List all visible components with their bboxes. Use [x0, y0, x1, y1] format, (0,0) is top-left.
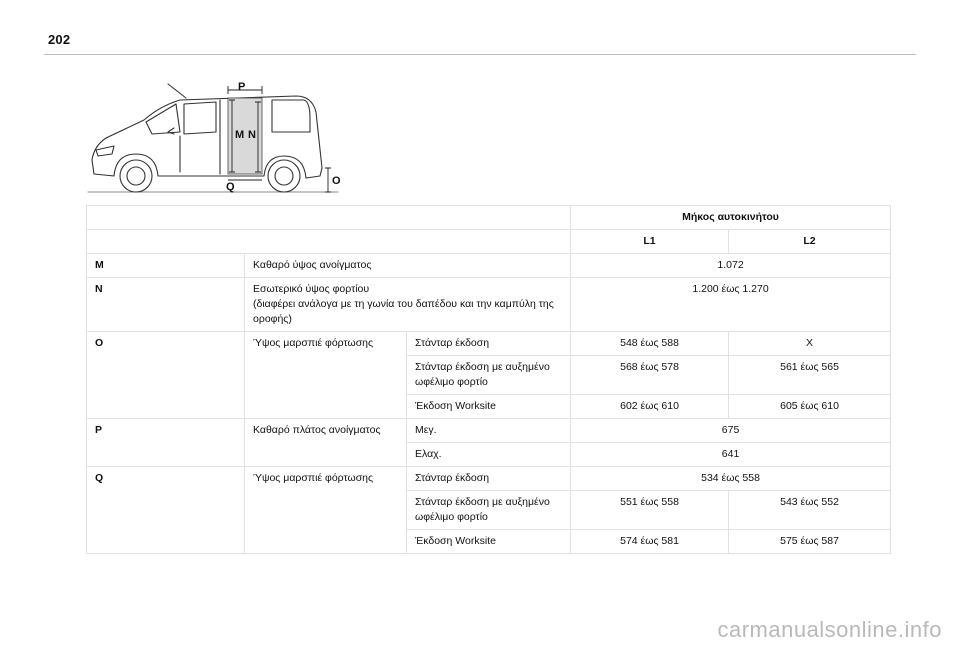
- row-description: Καθαρό ύψος ανοίγματος: [245, 254, 571, 278]
- row-label: P: [87, 419, 245, 467]
- description-line: οροφής): [253, 313, 292, 325]
- door-line: [180, 100, 220, 174]
- vehicle-length-heading: Μήκος αυτοκινήτου: [571, 206, 891, 230]
- variant-cell: Στάνταρ έκδοση: [407, 467, 571, 491]
- row-label: O: [87, 332, 245, 419]
- table-row-n: [87, 278, 891, 332]
- variant-cell: Έκδοση Worksite: [407, 530, 571, 554]
- variant-cell: [407, 491, 571, 530]
- variant-line: Στάνταρ έκδοση με αυξημένο: [415, 496, 550, 508]
- dimension-label-n: N: [248, 129, 256, 141]
- row-label: N: [87, 278, 245, 332]
- table-row-o-standard: [87, 332, 891, 356]
- row-description: Καθαρό πλάτος ανοίγματος: [245, 419, 407, 467]
- front-wheel: [120, 160, 152, 192]
- value-l2: 605 έως 610: [729, 395, 891, 419]
- row-value: 1.200 έως 1.270: [571, 278, 891, 332]
- van-body-outline: [92, 96, 322, 178]
- value-l1: 574 έως 581: [571, 530, 729, 554]
- variant-line: Στάνταρ έκδοση με αυξημένο: [415, 361, 550, 373]
- value-l1: 568 έως 578: [571, 356, 729, 395]
- table-header-row: [87, 206, 891, 230]
- column-l1: L1: [571, 230, 729, 254]
- value-l1: 602 έως 610: [571, 395, 729, 419]
- row-value: 1.072: [571, 254, 891, 278]
- header-divider: [44, 54, 916, 55]
- description-line: Εσωτερικό ύψος φορτίου: [253, 283, 370, 295]
- dimension-label-m: M: [235, 129, 245, 141]
- value-l2: X: [729, 332, 891, 356]
- variant-line: ωφέλιμο φορτίο: [415, 511, 488, 523]
- variant-cell: Μεγ.: [407, 419, 571, 443]
- variant-cell: Ελαχ.: [407, 443, 571, 467]
- table-row-p-max: [87, 419, 891, 443]
- variant-cell: Έκδοση Worksite: [407, 395, 571, 419]
- dimension-label-q: Q: [226, 181, 235, 193]
- row-value: 534 έως 558: [571, 467, 891, 491]
- row-description: [245, 278, 571, 332]
- table-subheader-row: [87, 230, 891, 254]
- dimension-label-o: O: [332, 175, 341, 187]
- row-label: M: [87, 254, 245, 278]
- description-line: (διαφέρει ανάλογα με τη γωνία του δαπέδου και την καμπύλη της: [253, 298, 554, 310]
- row-value: 641: [571, 443, 891, 467]
- row-description: Ύψος μαρσπιέ φόρτωσης: [245, 467, 407, 554]
- front-side-window: [184, 102, 216, 134]
- watermark-text: carmanualsonline.info: [717, 617, 942, 642]
- table-row-m: [87, 254, 891, 278]
- value-l1: 551 έως 558: [571, 491, 729, 530]
- value-l2: 561 έως 565: [729, 356, 891, 395]
- headlight: [96, 146, 114, 156]
- value-l2: 543 έως 552: [729, 491, 891, 530]
- antenna: [168, 84, 186, 98]
- page-number: 202: [48, 32, 71, 47]
- row-label: Q: [87, 467, 245, 554]
- dimensions-table: [86, 205, 891, 554]
- windshield: [146, 104, 180, 134]
- column-l2: L2: [729, 230, 891, 254]
- rear-wheel: [268, 160, 300, 192]
- value-l2: 575 έως 587: [729, 530, 891, 554]
- dimension-label-p: P: [238, 81, 246, 93]
- door-opening: [228, 98, 262, 174]
- variant-cell: [407, 356, 571, 395]
- value-l1: 548 έως 588: [571, 332, 729, 356]
- row-value: 675: [571, 419, 891, 443]
- rear-side-window: [272, 100, 310, 132]
- van-dimension-diagram: [76, 76, 348, 200]
- row-description: Ύψος μαρσπιέ φόρτωσης: [245, 332, 407, 419]
- variant-cell: Στάνταρ έκδοση: [407, 332, 571, 356]
- table-row-q-standard: [87, 467, 891, 491]
- variant-line: ωφέλιμο φορτίο: [415, 376, 488, 388]
